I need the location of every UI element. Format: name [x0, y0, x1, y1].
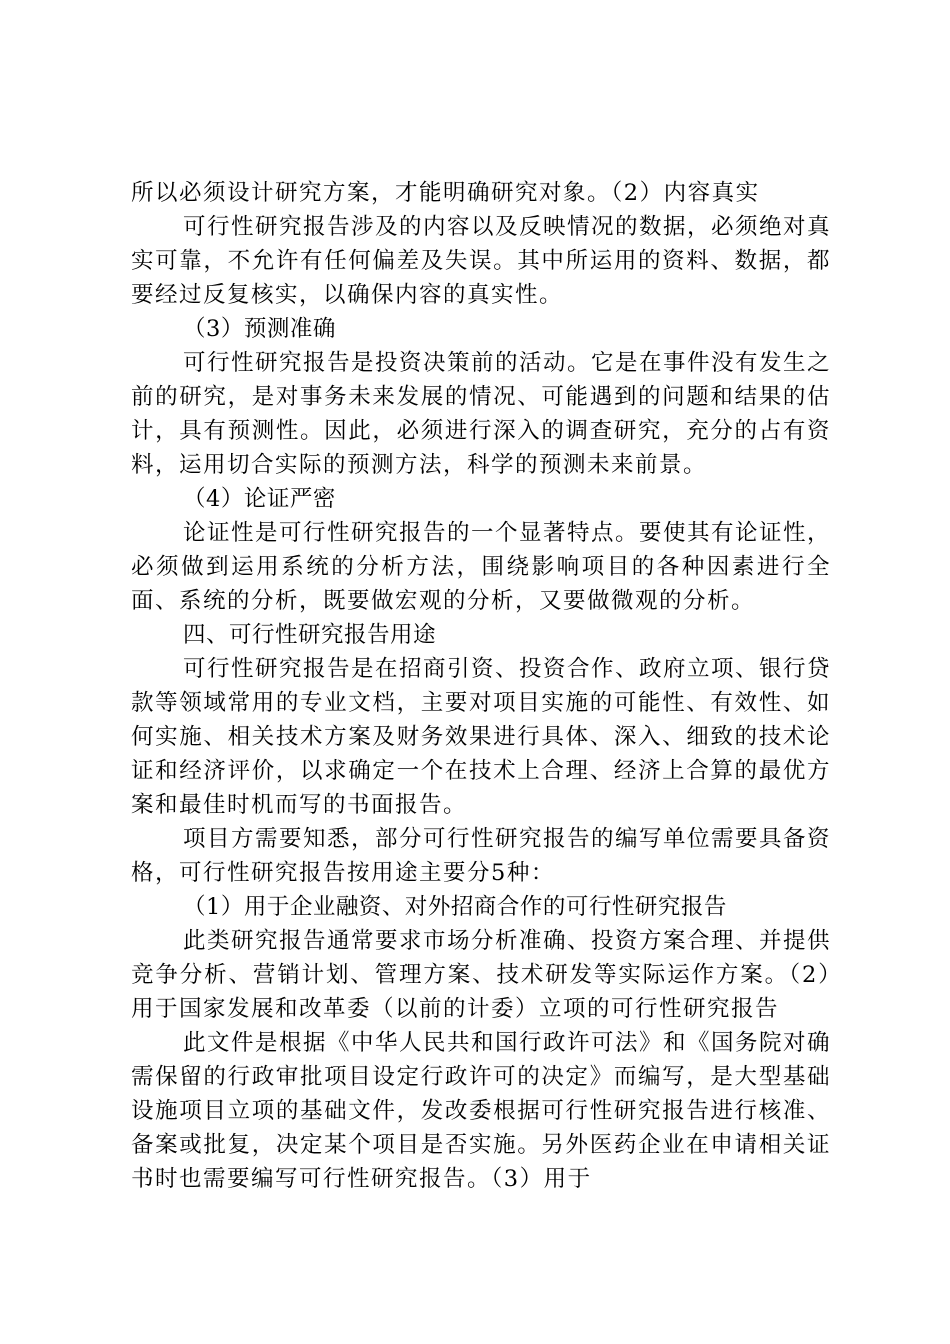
paragraph-purposes: 可行性研究报告是在招商引资、投资合作、政府立项、银行贷款等领域常用的专业文档，主要对项目实施的可能性、有效性、如何实施、相关技术方案及财务效果进行具体、深入、细致的技术论证和经济评价，以求确定一个在技术上合理、经济上合算的最优方案和最佳时机而写的书面报告。: [131, 656, 832, 818]
paragraph-approval: 此文件是根据《中华人民共和国行政许可法》和《国务院对确需保留的行政审批项目设定行政许可的决定》而编写，是大型基础设施项目立项的基础文件，发改委根据可行性研究报告进行核准、备案或批复，决定某个项目是否实施。另外医药企业在申请相关证书时也需要编写可行性研究报告。（3）用于: [131, 1030, 832, 1192]
section-heading-argument: （4）论证严密: [183, 486, 336, 512]
section-heading-forecast: （3）预测准确: [183, 316, 336, 342]
paragraph-argument: 论证性是可行性研究报告的一个显著特点。要使其有论证性，必须做到运用系统的分析方法，围绕影响项目的各种因素进行全面、系统的分析，既要做宏观的分析，又要做微观的分析。: [131, 520, 832, 614]
paragraph-qualification: 项目方需要知悉，部分可行性研究报告的编写单位需要具备资格，可行性研究报告按用途主要分5种：: [131, 826, 832, 886]
paragraph-continuation: 所以必须设计研究方案，才能明确研究对象。（2）内容真实: [131, 180, 760, 206]
section-heading-financing: （1）用于企业融资、对外招商合作的可行性研究报告: [183, 894, 727, 920]
paragraph-financing: 此类研究报告通常要求市场分析准确、投资方案合理、并提供竞争分析、营销计划、管理方案、技术研发等实际运作方案。（2）用于国家发展和改革委（以前的计委）立项的可行性研究报告: [131, 928, 832, 1022]
section-heading-purposes: 四、可行性研究报告用途: [183, 622, 437, 648]
paragraph-forecast: 可行性研究报告是投资决策前的活动。它是在事件没有发生之前的研究，是对事务未来发展的情况、可能遇到的问题和结果的估计，具有预测性。因此，必须进行深入的调查研究，充分的占有资料，运用切合实际的预测方法，科学的预测未来前景。: [131, 350, 832, 478]
document-body: [131, 176, 831, 1196]
paragraph-content-truth: 可行性研究报告涉及的内容以及反映情况的数据，必须绝对真实可靠，不允许有任何偏差及失误。其中所运用的资料、数据，都要经过反复核实，以确保内容的真实性。: [131, 214, 832, 308]
